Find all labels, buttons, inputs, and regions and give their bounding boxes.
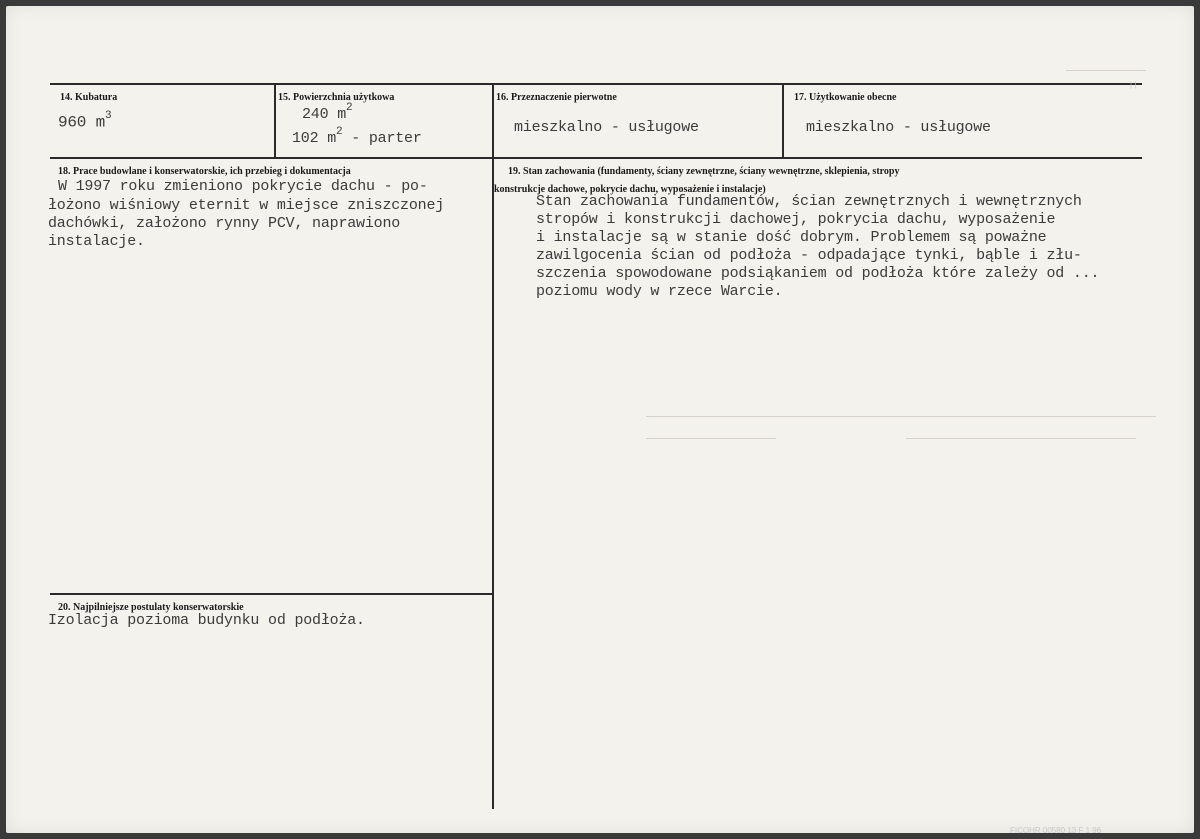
field-18-line: dachówki, założono rynny PCV, naprawiono [48,215,401,232]
field-19-line: stropów i konstrukcji dachowej, pokrycia dachu, wyposażenie [536,211,1056,228]
field-15-line-1: 240 $m^2$ [302,102,353,123]
field-19-line: zawilgocenia ścian od podłoża - odpadające tynki, bąble i złu- [536,247,1082,264]
inventory-card [6,6,1194,833]
faint-line [646,438,776,439]
field-18-line: instalacje. [48,233,145,250]
field-16-value: mieszkalno - usługowe [514,119,699,136]
field-15-label: 15. Powierzchnia użytkowa [278,92,395,103]
faint-trace-corner: | | [1130,80,1137,89]
rule-col-3 [782,83,784,159]
faint-line [906,438,1136,439]
field-20-value: Izolacja pozioma budynku od podłoża. [48,612,365,629]
field-19-line: Stan zachowania fundamentów, ścian zewnętrznych i wewnętrznych [536,193,1082,210]
field-17-value: mieszkalno - usługowe [806,119,991,136]
rule-top [50,83,1142,85]
field-19-line: poziomu wody w rzece Warcie. [536,283,783,300]
rule-row2 [50,593,494,595]
faint-line [646,416,1156,417]
field-19-line: i instalacje są w stanie dość dobrym. Problemem są poważne [536,229,1047,246]
field-14-label: 14. Kubatura [60,92,118,103]
field-17-label: 17. Użytkowanie obecne [794,92,897,103]
field-14-value: 960 $m^3$ [58,110,112,132]
field-19-label-line-2: konstrukcje dachowe, pokrycie dachu, wyposażenie i instalacje) [494,184,766,195]
field-20-label: 20. Najpilniejsze postulaty konserwatorskie [58,602,244,613]
field-19-label-line-1: 19. Stan zachowania (fundamenty, ściany zewnętrzne, ściany wewnętrzne, sklepienia, stropy [508,166,900,177]
field-19-line: szczenia spowodowane podsiąkaniem od podłoża które zależy od ... [536,265,1100,282]
rule-row1 [50,157,1142,159]
field-18-line: W 1997 roku zmieniono pokrycie dachu - po- [58,178,428,195]
field-16-label: 16. Przeznaczenie pierwotne [496,92,617,103]
field-18-label: 18. Prace budowlane i konserwatorskie, ich przebieg i dokumentacja [58,166,351,177]
faint-trace-code: FICOHR 00580 13 F 1 96 [1010,826,1102,835]
faint-line [1066,70,1146,71]
field-15-line-2: 102 $m^2$ - parter [292,126,422,147]
field-18-line: łożono wiśniowy eternit w miejsce zniszczonej [48,197,445,214]
rule-col-1 [274,83,276,159]
